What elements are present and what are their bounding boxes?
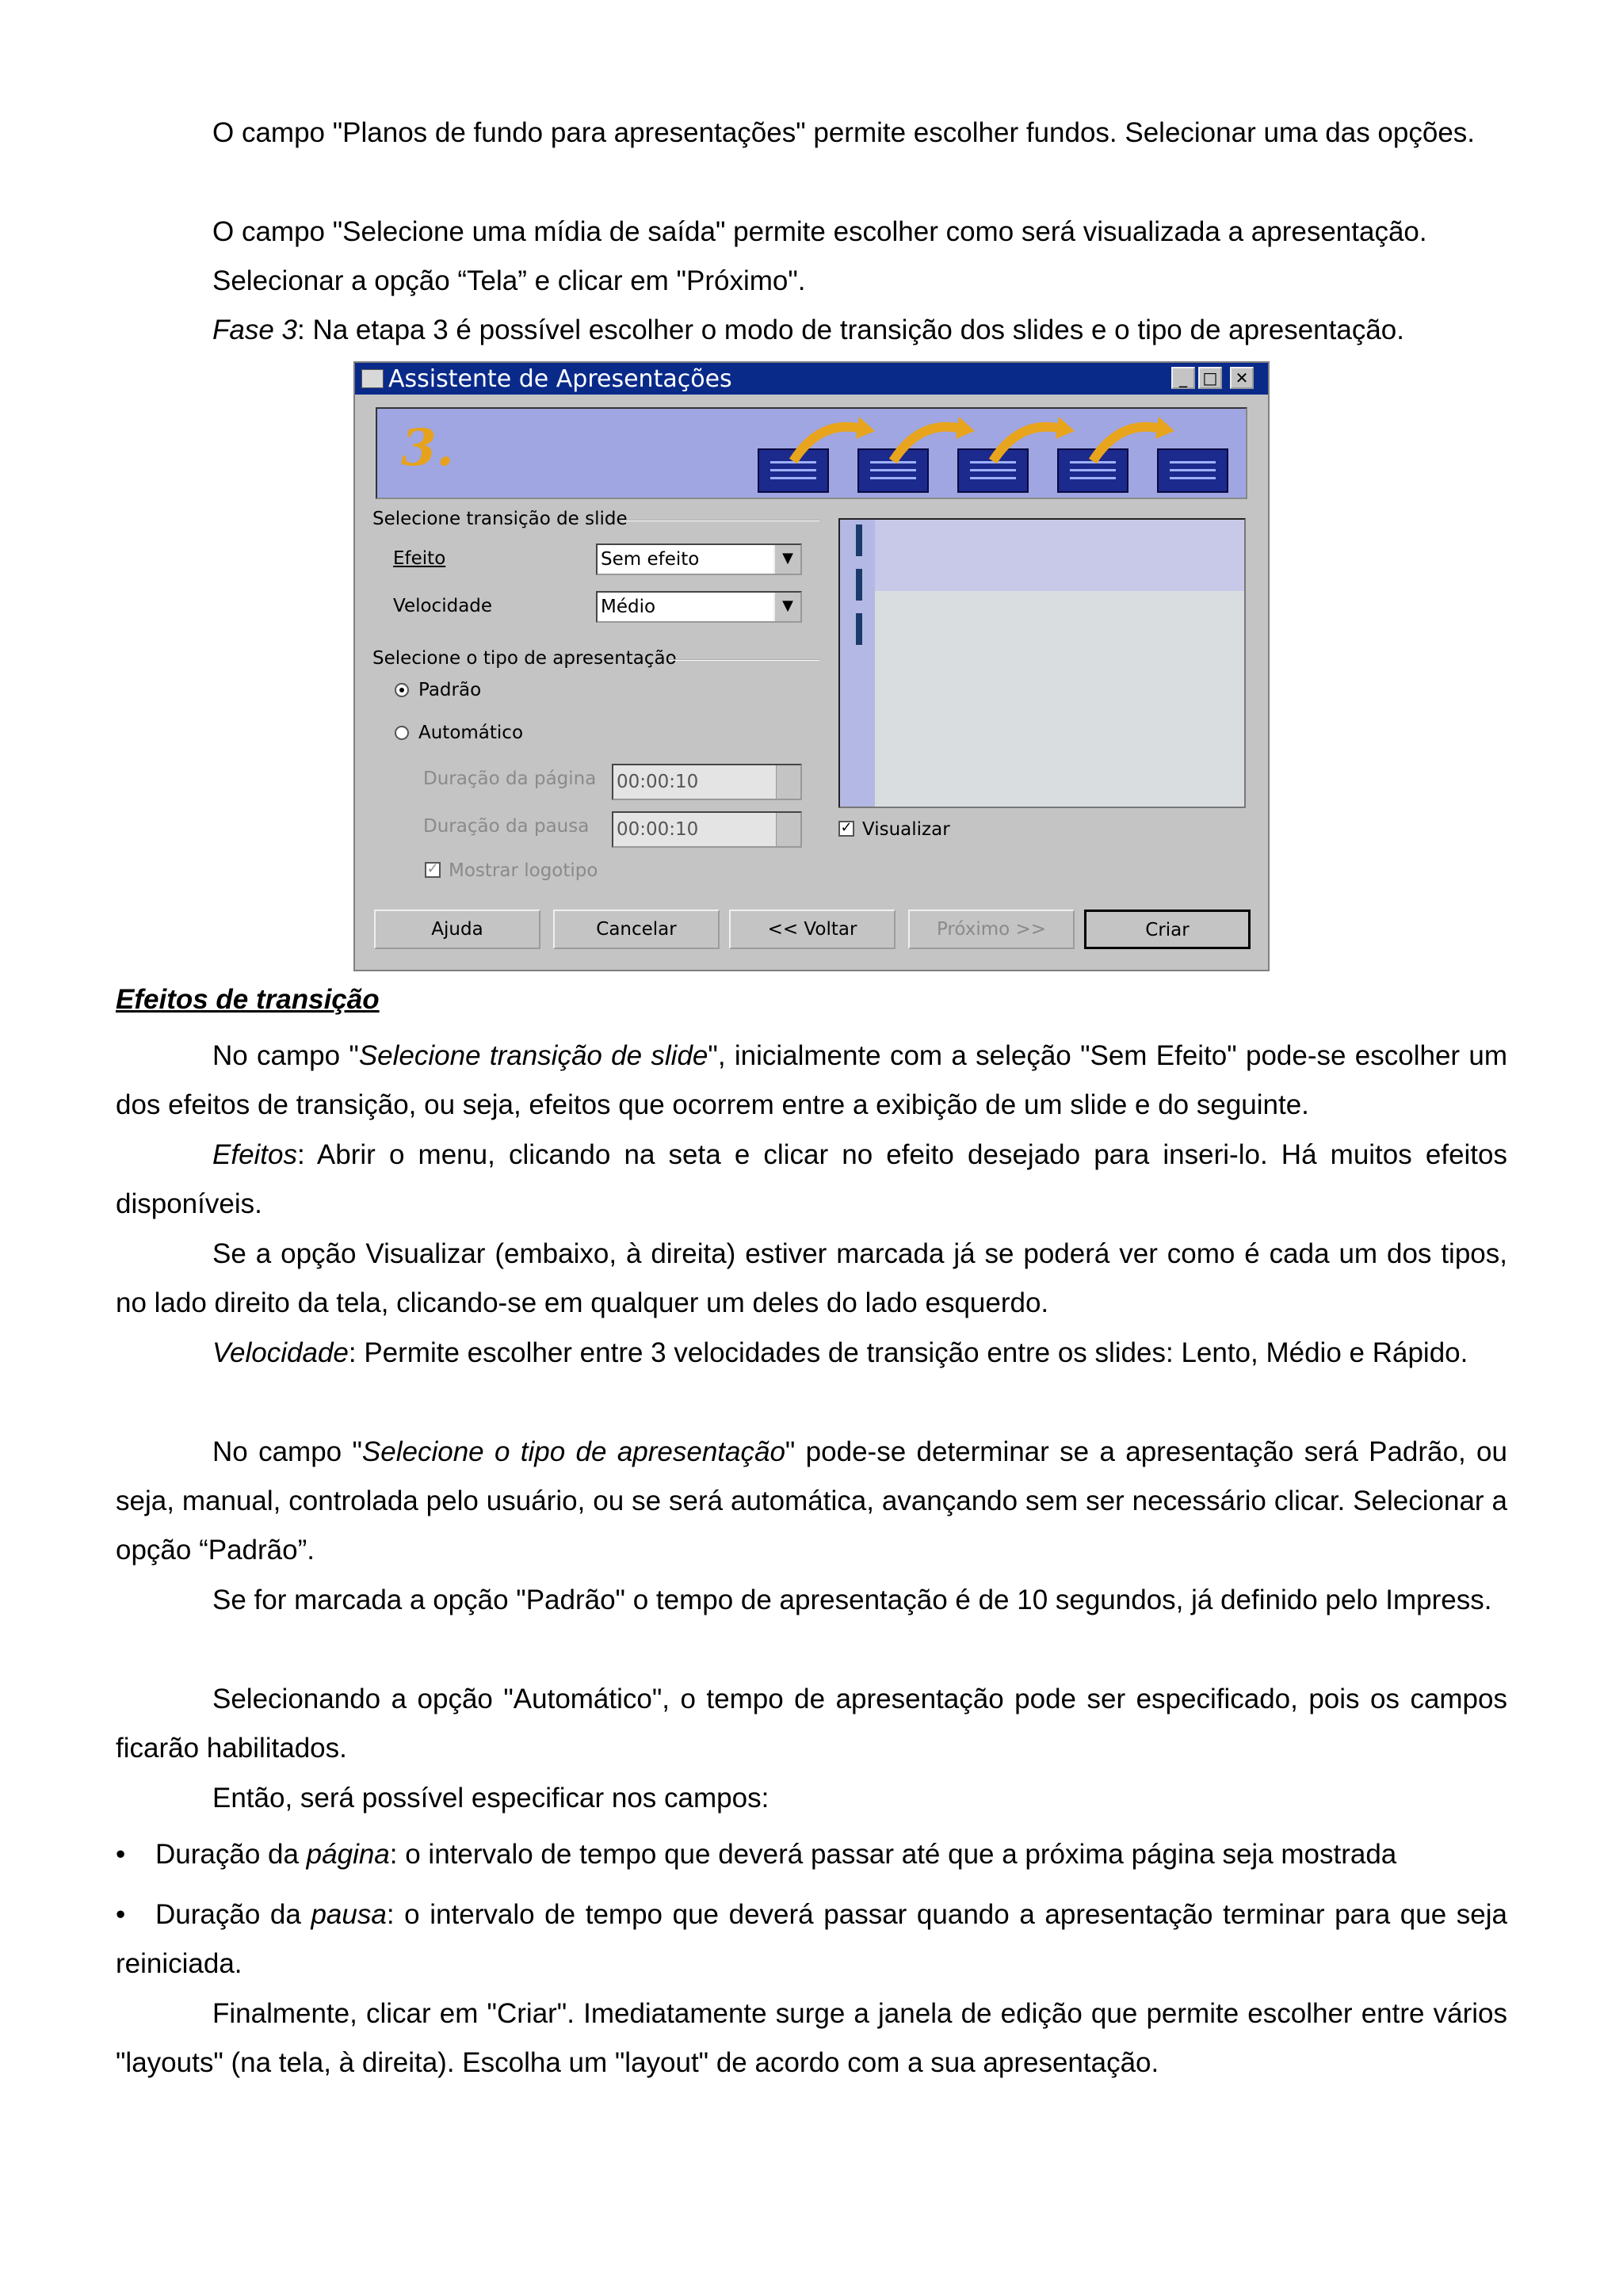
curved-arrow-icon (889, 414, 976, 469)
text-part: Duração da (155, 1899, 311, 1930)
show-logo-checkbox[interactable]: ✓ (425, 862, 441, 878)
paragraph-text: : Na etapa 3 é possível escolher o modo de transição dos slides e o tipo de apresentação. (297, 315, 1404, 345)
effect-value: Sem efeito (601, 549, 700, 570)
text-italic: Selecione o tipo de apresentação (361, 1436, 785, 1467)
curved-arrow-icon (989, 414, 1076, 469)
pause-duration-label: Duração da pausa (423, 816, 590, 837)
text-part: : o intervalo de tempo que deverá passar até que a próxima página seja mostrada (389, 1839, 1397, 1870)
effect-select[interactable] (596, 543, 802, 575)
paragraph-transition-field (116, 1032, 1507, 1130)
paragraph-text: O campo "Selecione uma mídia de saída" permite escolher como será visualizada a apresentação. (212, 216, 1427, 247)
speed-value: Médio (601, 597, 656, 617)
preview-pane (838, 518, 1246, 808)
paragraph-effects (116, 1131, 1507, 1229)
paragraph-backgrounds (116, 109, 1507, 158)
phase-label: Fase 3 (212, 315, 297, 345)
back-button[interactable]: << Voltar (729, 910, 896, 949)
preview-sidebar (840, 520, 875, 807)
bullet-page-duration (116, 1830, 1507, 1879)
preview-checkbox[interactable]: ✓ (838, 821, 854, 837)
paragraph-select-screen (116, 257, 1507, 306)
text-part: : Permite escolher entre 3 velocidades de transição entre os slides: Lento, Médio e Rápido. (348, 1337, 1468, 1368)
text-italic: pausa (311, 1899, 387, 1930)
paragraph-output-media (116, 208, 1507, 257)
close-button[interactable]: ✕ (1230, 367, 1254, 389)
help-button[interactable]: Ajuda (374, 910, 540, 949)
radio-auto[interactable] (395, 726, 409, 740)
curved-arrow-icon (1089, 414, 1176, 469)
paragraph-fields-intro (116, 1774, 1507, 1823)
presentation-wizard-dialog (353, 361, 1270, 971)
paragraph-speed (116, 1329, 1507, 1378)
effect-label: Efeito (393, 548, 446, 569)
paragraph-phase-3 (116, 306, 1507, 355)
group-divider (669, 659, 819, 661)
preview-header (875, 520, 1244, 591)
preview-marker (856, 569, 862, 601)
show-logo-label: Mostrar logotipo (449, 860, 598, 881)
text-italic: Selecione transição de slide (358, 1040, 708, 1071)
paragraph-automatic (116, 1675, 1507, 1773)
speed-label: Velocidade (393, 596, 493, 616)
radio-auto-label: Automático (418, 723, 524, 743)
app-icon (361, 369, 384, 388)
page-duration-value: 00:00:10 (617, 772, 699, 792)
minimize-button[interactable]: _ (1171, 367, 1195, 389)
maximize-button[interactable]: □ (1198, 367, 1222, 389)
preview-marker (856, 524, 862, 556)
text-part: ", inicialmente com a seleção "Sem Efeito" pode-se escolher um dos efeitos de transição, ou seja, efeitos que ocorrem entre a exibição de um slide e do seguinte. (116, 1040, 1507, 1120)
text-part: : Abrir o menu, clicando na seta e clicar no efeito desejado para inseri-lo. Há muitos efeitos disponíveis. (116, 1139, 1507, 1219)
text-part: No campo " (212, 1436, 362, 1467)
create-button[interactable]: Criar (1084, 910, 1251, 949)
next-button[interactable]: Próximo >> (908, 910, 1075, 949)
text-part: Se for marcada a opção "Padrão" o tempo de apresentação é de 10 segundos, já definido pelo Impress. (212, 1585, 1492, 1615)
text-part: Finalmente, clicar em "Criar". Imediatamente surge a janela de edição que permite escolher entre vários "layouts" (na tela, à direita). Escolha um "layout" de acordo com a sua apresentação. (116, 1998, 1507, 2078)
text-italic: Efeitos (212, 1139, 297, 1170)
dropdown-arrow-icon[interactable]: ▼ (773, 545, 800, 574)
dialog-title: Assistente de Apresentações (388, 365, 732, 393)
text-italic: Velocidade (212, 1337, 349, 1368)
paragraph-text: O campo "Planos de fundo para apresentações" permite escolher fundos. Selecionar uma das opções. (212, 117, 1476, 148)
text-part: " pode-se determinar se a apresentação será Padrão, ou seja, manual, controlada pelo usuário, ou se será automática, avançando sem ser necessário clicar. Selecionar a opção “Padrão”. (116, 1436, 1507, 1566)
wizard-banner (376, 407, 1247, 499)
radio-default-label: Padrão (418, 680, 482, 700)
paragraph-text: Selecionar a opção “Tela” e clicar em "Próximo". (212, 265, 806, 296)
spin-buttons[interactable] (776, 765, 800, 799)
pause-duration-field[interactable] (612, 811, 802, 848)
cancel-button[interactable]: Cancelar (553, 910, 720, 949)
curved-arrow-icon (789, 414, 876, 469)
paragraph-presentation-type (116, 1428, 1507, 1575)
speed-select[interactable] (596, 591, 802, 623)
text-part: Duração da (155, 1839, 307, 1870)
radio-default[interactable] (395, 683, 409, 697)
dialog-titlebar (355, 363, 1268, 395)
step-number: 3. (401, 418, 454, 478)
text-part: No campo " (212, 1040, 359, 1071)
bullet-icon: • (116, 1839, 126, 1870)
page-duration-label: Duração da página (423, 769, 597, 789)
dropdown-arrow-icon[interactable]: ▼ (773, 593, 800, 621)
pause-duration-value: 00:00:10 (617, 819, 699, 840)
preview-label: Visualizar (862, 819, 950, 840)
paragraph-finally (116, 1989, 1507, 2088)
section-heading: Efeitos de transição (116, 984, 380, 1015)
group-type-label: Selecione o tipo de apresentação (372, 648, 677, 669)
group-divider (621, 520, 819, 521)
spin-buttons[interactable] (776, 813, 800, 846)
text-part: : o intervalo de tempo que deverá passar quando a apresentação terminar para que seja reiniciada. (116, 1899, 1508, 1979)
text-part: Então, será possível especificar nos campos: (212, 1783, 769, 1814)
paragraph-preview (116, 1230, 1507, 1328)
text-italic: página (306, 1839, 390, 1870)
paragraph-default-time (116, 1576, 1507, 1625)
preview-marker (856, 613, 862, 645)
text-part: Selecionando a opção "Automático", o tempo de apresentação pode ser especificado, pois os campos ficarão habilitados. (116, 1684, 1507, 1764)
page-duration-field[interactable] (612, 764, 802, 800)
bullet-pause-duration (116, 1890, 1507, 1989)
bullet-icon: • (116, 1899, 126, 1930)
group-transition-label: Selecione transição de slide (372, 509, 628, 529)
text-part: Se a opção Visualizar (embaixo, à direita) estiver marcada já se poderá ver como é cada um dos tipos, no lado direito da tela, clicando-se em qualquer um deles do lado esquerdo. (116, 1238, 1507, 1318)
